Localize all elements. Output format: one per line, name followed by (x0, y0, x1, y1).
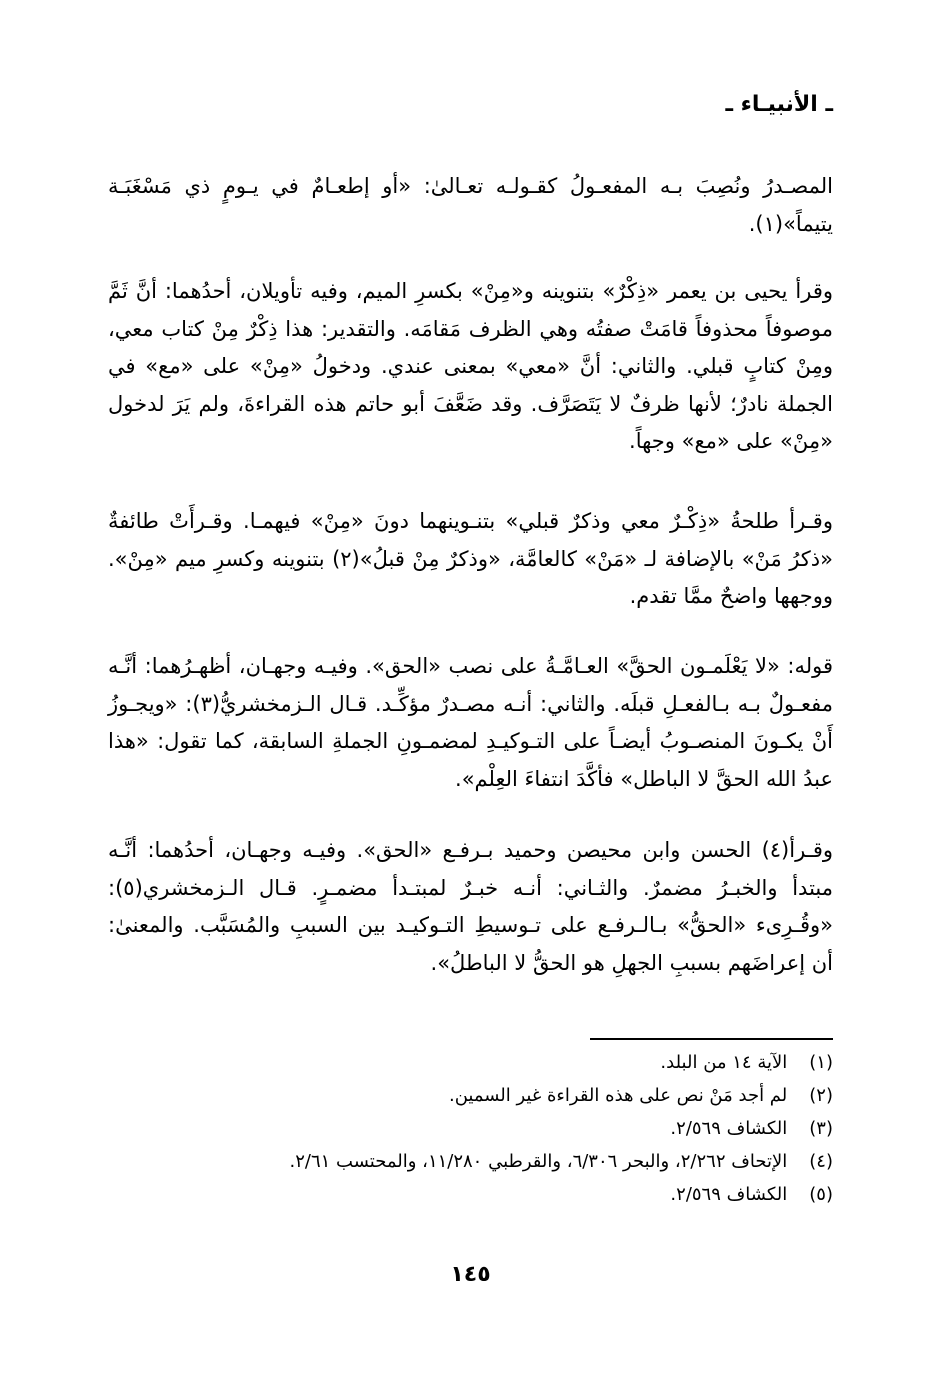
footnote-5 (108, 1178, 833, 1211)
footnote-text: الكشاف ٢/٥٦٩. (670, 1184, 788, 1205)
paragraph-4 (108, 648, 833, 798)
running-header: ـ الأنبيـاء ـ (725, 92, 833, 117)
footnote-4 (108, 1145, 833, 1178)
paragraph-1 (108, 168, 833, 243)
paragraph-text: وقـرأ طلحةُ «ذِكْـرٌ معي وذكرٌ قبلي» بتنـوينهما دونَ «مِنْ» فيهمـا. وقـرأَتْ طائفةٌ «ذكرُ مَنْ» بالإضافة لـ «مَنْ» كالعامَّة، «وذكرٌ مِنْ قبلُ»(٢) بتنوينه وكسرِ ميم «مِنْ». ووجهها واضحٌ ممَّا تقدم. (108, 509, 833, 608)
paragraph-text: قوله: «لا يَعْلَمـون الحقَّ» العـامَّـةُ على نصب «الحق». وفيـه وجهـان، أظهـرُهما: أنَّـه مفعـولٌ بـه بـالفعـلِ قبلَه. والثاني: أنـه مصـدرٌ مؤكِّـد. قـال الـزمخشريُّ(٣): «ويجـوزُ أَنْ يكـونَ المنصـوبُ أيضـاً على التـوكيـدِ لمضمـونِ الجملةِ السابقة، كما تقول: «هذا عبدُ الله الحقَّ لا الباطل» فأكَّدَ انتفاءَ العِلْم». (108, 654, 833, 791)
paragraph-2 (108, 273, 833, 461)
footnote-separator (590, 1038, 833, 1040)
footnote-text: لم أجد مَنْ نص على هذه القراءة غير السمين. (448, 1085, 788, 1106)
paragraph-5 (108, 832, 833, 982)
footnote-number: (١) (809, 1052, 833, 1073)
footnote-text: الإتحاف ٢/٢٦٢، والبحر ٦/٣٠٦، والقرطبي ١١/٢٨٠، والمحتسب ٢/٦١. (289, 1151, 788, 1172)
paragraph-3 (108, 503, 833, 616)
footnote-number: (٣) (809, 1118, 833, 1139)
paragraph-text: وقرأ يحيى بن يعمر «ذِكْرٌ» بتنوينه و«مِنْ» بكسرِ الميم، وفيه تأويلان، أحدُهما: أنَّ ثَمَّ موصوفاً محذوفاً قامَتْ صفتُه وهي الظرف مَقامَه. والتقدير: هذا ذِكْرٌ مِنْ كتاب معي، ومِنْ كتابٍ قبلي. والثاني: أنَّ «معي» بمعنى عندي. ودخولُ «مِنْ» على «مع» في الجملة نادرٌ؛ لأنها ظرفٌ لا يَتَصَرَّف. وقد ضَعَّفَ أبو حاتم هذه القراءةَ، ولم يَرَ لدخول «مِنْ» على «مع» وجهاً. (108, 279, 833, 453)
footnote-1 (108, 1046, 833, 1079)
footnote-3 (108, 1112, 833, 1145)
footnote-number: (٥) (809, 1184, 833, 1205)
footnote-number: (٤) (809, 1151, 833, 1172)
footnote-text: الكشاف ٢/٥٦٩. (670, 1118, 788, 1139)
paragraph-text: وقـرأ(٤) الحسن وابن محيصن وحميد بـرفـع «الحق». وفيـه وجهـان، أحدُهما: أنَّـه مبتدأ والخبـرُ مضمرٌ. والثـاني: أنـه خبـرٌ لمبتـدأ مضمـرٍ. قـال الـزمخشري(٥): «وقُـرِىء «الحقُّ» بـالـرفـع على تـوسيطِ التـوكيـد بين السببِ والمُسَبَّب. والمعنىٰ: أن إعراضَهم بسببِ الجهلِ هو الحقُّ لا الباطلُ». (108, 838, 833, 975)
page-number: ١٤٥ (450, 1262, 491, 1287)
footnotes (108, 1046, 833, 1211)
footnote-text: الآية ١٤ من البلد. (660, 1052, 788, 1073)
footnote-number: (٢) (809, 1085, 833, 1106)
paragraph-text: المصـدرُ ونُصِبَ بـه المفعـولُ كقـولـه تعـالىٰ: «أو إطعـامٌ في يـومٍ ذي مَسْغَبَـة يتيماً»(١). (108, 174, 833, 236)
footnote-2 (108, 1079, 833, 1112)
